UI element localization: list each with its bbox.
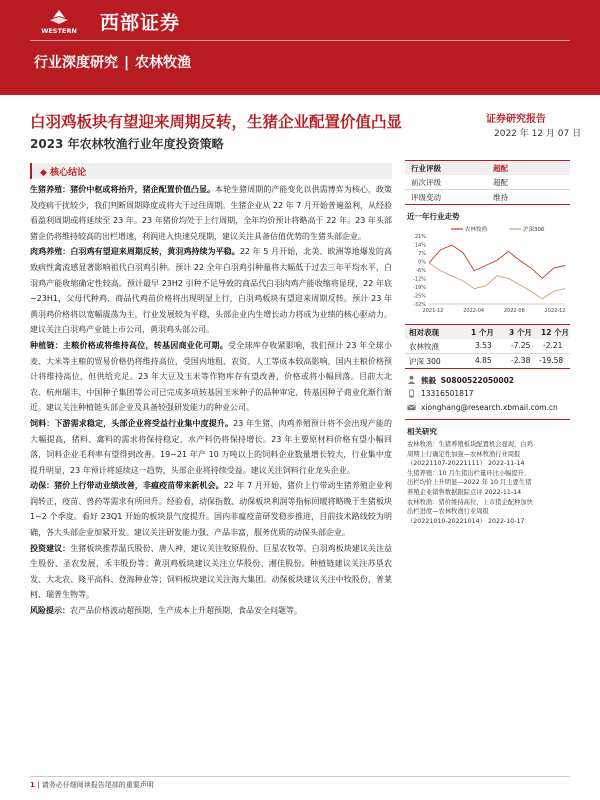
y-tick-label: 21%	[414, 234, 426, 240]
report-header-band	[0, 0, 600, 95]
related-line[interactable]: 出栏进度—农林牧渔行业周报	[407, 508, 489, 516]
related-line[interactable]: 周期上行确定性加强—农林牧渔行业周报	[407, 450, 521, 458]
series-lines	[429, 245, 565, 299]
y-tick-label: 0%	[418, 259, 426, 266]
analyst-name: 熊毅	[421, 376, 436, 385]
bullet-icon: ◆	[40, 168, 51, 178]
paragraph: 种植链：主粮价格或将维持高位，转基因商业化可期。受全球库存收紧影响，我们预计 23 年全球小麦、大米等主粮的贸易价格仍将维持高位，受国内地租、农资、人工等成本较高影响，国内主粮价格预计将维持高位，但供给充足。23 年大豆及玉米等作物库存有望改善，价格或将小幅回落。目前大北农、杭州瑞丰、中国种子集团等公司已完成多项转基因玉米种子的品种审定，转基因种子商业化渐行渐近。建议关注种植链头部企业及具备较强研发能力的种业公司。	[30, 340, 393, 413]
analyst-name-row	[405, 373, 570, 387]
trend-chart-title: 近一年行业走势	[407, 212, 460, 221]
related-research-list	[405, 440, 570, 526]
x-tick-label: 2022-12	[544, 308, 566, 314]
report-category: 行业深度研究	[34, 55, 118, 71]
analyst-block	[405, 373, 570, 415]
footer-rule	[30, 776, 570, 777]
report-category-line	[34, 52, 191, 72]
related-line[interactable]: （20221010-20221014） 2022-10-17	[407, 517, 525, 525]
legend-label-1: 农林牧渔	[465, 227, 488, 233]
analyst-phone: 13316501817	[421, 389, 474, 398]
y-axis	[413, 234, 426, 308]
related-line[interactable]: 出栏均价上升明显—2022 年 10 月主要生猪	[407, 479, 532, 487]
y-tick-label: -25%	[413, 293, 426, 300]
email-icon	[407, 403, 416, 412]
analyst-phone-row	[405, 387, 570, 401]
x-axis	[423, 304, 566, 314]
related-research-title: 相关研究	[407, 427, 437, 436]
rating-row: 评级变动 维持	[411, 193, 508, 202]
report-date: 2022 年 12 月 07 日	[494, 129, 582, 139]
x-tick-label: 2021-12	[422, 308, 444, 314]
company-name: 西部证券	[100, 12, 181, 34]
performance-row: 农林牧渔 3.53 -7.25 -2.21	[409, 341, 563, 351]
sidebar	[405, 160, 570, 526]
performance-row: 沪深 300 4.85 -2.38 -19.58	[409, 356, 564, 366]
section-heading-text: ◆ 核心结论	[40, 168, 87, 178]
footer-separator: |	[37, 781, 40, 789]
section-heading	[30, 163, 392, 179]
performance-header-row: 相对表现 1 个月 3 个月 12 个月	[405, 325, 570, 339]
related-line[interactable]: 养殖企业销售数据跟踪点评 2022-11-14	[407, 488, 522, 496]
paragraph: 肉鸡养殖：白羽鸡有望迎来周期反转，黄羽鸡持续为平稳。22 年 5 月开始，北美、欧洲等地爆发的高致病性禽流感显著影响祖代白羽鸡引种。预计 22 全年白羽鸡引种量将大幅低于过去三年平均水平，白羽鸡产能收缩确定性较高。预计最早 23H2 引种不足导致的商品代白羽肉鸡产能收缩将显现，22 年底~23H1，父母代种鸡、商品代鸡苗价格将出现明显上行，白羽鸡板块有望迎来周期反转。预计 23 年黄羽鸡价格将以宽幅震荡为主，行业发展较为平稳，头部企业内生增长动力将成为业绩的核心驱动力。建议关注白羽鸡产业链上市公司，黄羽鸡头部公司。	[30, 247, 392, 335]
chart-legend	[451, 225, 545, 233]
paragraph: 动保：猪价上行带动业绩改善，非瘟疫苗带来新机会。22 年 7 月开始，猪价上行带动生猪养殖企业利润转正，疫苗、兽药等需求有所回升。经验看，动保指数、动保板块利润等指标回暖将略晚于生猪板块 1~2 个季度。看好 23Q1 开始的板块景气度提升。国内非瘟疫苗研发稳步推进，目前技术路线较为明确，各大头部企业加紧开发。建议关注研发能力强、产品丰富，服务优质的动保头部企业。	[30, 481, 392, 538]
rating-row: 前次评级 超配	[411, 178, 508, 187]
report-type: 证券研究报告	[486, 114, 546, 125]
report-title: 白羽鸡板块有望迎来周期反转，生猪企业配置价值凸显	[30, 113, 403, 131]
y-tick-label: 14%	[414, 242, 426, 249]
analyst-cert: S0800522050002	[440, 376, 515, 385]
paragraph: 投资建议：生猪板块推荐温氏股份、唐人神，建议关注牧原股份、巨星农牧等。白羽鸡板块建议关注益生股份、圣农发展、禾丰股份等；黄羽鸡板块建议关注立华股份、湘佳股份。种植链建议关注苏垦农发、大北农、隆平高科、登海种业等；饲料板块建议关注海大集团。动保板块建议关注中牧股份、普莱柯、瑞普生物等。	[30, 543, 393, 600]
main-text-column	[30, 182, 392, 619]
related-line[interactable]: 农林牧渔：生猪养殖板块配置机会显现，白鸡	[407, 441, 533, 448]
phone-icon	[407, 389, 416, 398]
section-accent-bar	[30, 163, 32, 179]
series-line-1	[429, 245, 565, 278]
legend-label-2: 沪深300	[523, 227, 545, 233]
series-line-2	[429, 263, 565, 299]
related-line[interactable]: 农林牧渔：猪价维持高位，上市猪企配种加快	[407, 498, 533, 506]
footer	[30, 780, 154, 790]
report-sector: 农林牧渔	[135, 55, 192, 71]
logo-text: WESTERN	[41, 27, 77, 35]
western-logo-icon	[34, 8, 84, 36]
footer-disclaimer: 请务必仔细阅读报告尾部的重要声明	[41, 781, 154, 789]
analyst-email-row	[405, 401, 570, 415]
paragraph: 饲料：下游需求稳定，头部企业将受益行业集中度提升。23 年生猪、肉鸡养殖预计将不会出现产能的大幅提高，猪料、禽料的需求将保持稳定，水产料仍将保持增长。23 年主要原材料价格有望小幅回落，饲料企业毛利率有望得到改善。19~21 年产 10 万吨以上的饲料企业数量增长较大，行业集中度提升明显，23 年预计将延续这一趋势，头部企业将持续受益。建议关注饲料行业龙头企业。	[30, 418, 392, 475]
related-line[interactable]: （20221107-20221111） 2022-11-14	[407, 460, 525, 468]
x-tick-label: 2022-04	[463, 308, 485, 314]
category-separator: |	[124, 55, 130, 71]
paragraph: 风险提示：农产品价格波动超预期，生产成本上升超预期，食品安全问题等。	[30, 606, 302, 616]
y-tick-label: 7%	[418, 251, 426, 257]
report-subtitle: 2023 年农林牧渔行业年度投资策略	[30, 137, 224, 151]
person-icon	[407, 375, 416, 384]
y-tick-label: -6%	[416, 268, 426, 274]
trend-chart	[405, 224, 570, 318]
page-number: 1	[30, 781, 35, 789]
related-line[interactable]: 生猪养殖：10 月生猪出栏量环比小幅提升，	[407, 469, 531, 477]
x-tick-label: 2022-08	[503, 308, 525, 314]
header-divider	[30, 40, 570, 41]
y-tick-label: -19%	[413, 285, 426, 291]
y-tick-label: -32%	[413, 302, 426, 308]
analyst-email[interactable]: xionghang@research.xbmail.com.cn	[421, 403, 558, 412]
paragraph: 生猪养殖：猪价中枢或将抬升，猪企配置价值凸显。本轮生猪周期的产能变化以供需博弈为核心，政策及疫病干扰较少，我们判断周期降度或将大于过往周期。生猪企业从 22 年 7 月开始普遍盈利，从经验看盈利周期或将延续至 23 年。23 年猪价均处于上行周期，全年均价预计将略高于 22 年。23 年头部猪企仍将维持较高的出栏增速，利润进入快速兑现期，建议关注具备估值优势的生猪头部企业。	[30, 185, 392, 241]
rating-row: 行业评级 超配	[405, 161, 570, 175]
y-tick-label: -12%	[413, 276, 426, 283]
